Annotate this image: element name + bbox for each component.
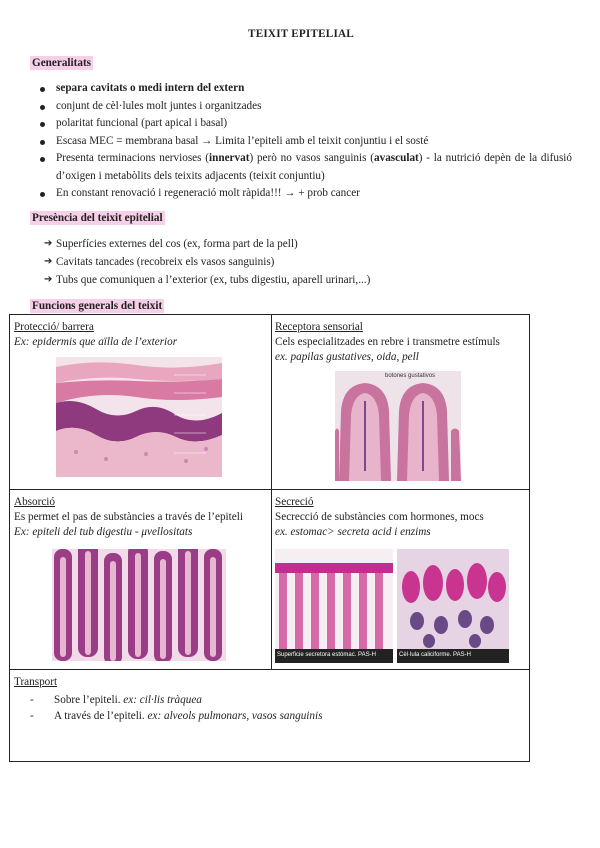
cell-description: Cels especialitzades en rebre i transmetre estímuls xyxy=(275,336,500,348)
cell-title: Protecció/ barrera xyxy=(14,321,94,333)
villi-micrograph xyxy=(52,549,226,661)
list-item: conjunt de cèl·lules molt juntes i organitzades xyxy=(30,98,572,116)
goblet-cell-micrograph xyxy=(397,549,509,663)
cell-description: Es permet el pas de substàncies a través de l’epiteli xyxy=(14,511,243,523)
arrow-icon: ➔ xyxy=(44,273,53,285)
cell-title: Transport xyxy=(14,676,58,688)
list-item: ➔ Tubs que comuniquen a l’exterior (ex, tubs digestiu, aparell urinari,...) xyxy=(30,271,572,289)
stomach-micrograph xyxy=(275,549,393,663)
functions-table xyxy=(9,314,530,762)
image-label: Cèl·lula caliciforme. PAS-H xyxy=(399,652,471,658)
arrow-icon: ➔ xyxy=(44,255,53,267)
list-item: - A través de l’epiteli. ex: alveols pulmonars, vasos sanguinis xyxy=(14,708,526,724)
document-title: TEIXIT EPITELIAL xyxy=(248,28,354,40)
cell-proteccio xyxy=(10,315,271,489)
list-item: Escasa MEC = membrana basal → Limita l’epiteli amb el teixit conjuntiu i el sosté xyxy=(30,133,572,151)
epidermis-micrograph xyxy=(56,357,222,477)
cell-transport xyxy=(10,670,530,762)
list-item: - Sobre l’epiteli. ex: cil·lis tràquea xyxy=(14,692,526,708)
arrow-icon: ➔ xyxy=(44,237,53,249)
cell-secrecio xyxy=(271,490,530,669)
transport-list xyxy=(14,692,526,724)
document-page xyxy=(30,28,572,323)
list-item: separa cavitats o medi intern del extern xyxy=(30,80,572,98)
list-item: En constant renovació i regeneració molt ràpida!!! → + prob cancer xyxy=(30,185,572,203)
cell-title: Secreció xyxy=(275,496,314,508)
section-heading-generalitats: Generalitats xyxy=(32,57,92,69)
list-item: ➔ Superfícies externes del cos (ex, forma part de la pell) xyxy=(30,235,572,253)
section-heading-presencia: Presència del teixit epitelial xyxy=(32,211,163,224)
papilla-micrograph xyxy=(335,371,461,481)
list-item: Presenta terminacions nervioses (innervat) però no vasos sanguinis (avasculat) - la nutrició depèn de la difusió d’oxigen i metabòlits dels teixits adjacents (teixit conjuntiu) xyxy=(30,150,572,185)
list-item: ➔ Cavitats tancades (recobreix els vasos sanguinis) xyxy=(30,253,572,271)
cell-title: Absorció xyxy=(14,496,56,508)
cell-example: Ex: epiteli del tub digestiu - μvellositats xyxy=(14,526,193,538)
cell-absorcio xyxy=(10,490,271,669)
generalitats-list xyxy=(30,80,572,203)
cell-example: Ex: epidermis que aïlla de l’exterior xyxy=(14,336,178,348)
section-heading-funcions: Funcions generals del teixit xyxy=(32,299,163,312)
list-item: polaritat funcional (part apical i basal) xyxy=(30,115,572,133)
cell-receptora xyxy=(271,315,530,489)
presencia-list xyxy=(30,235,572,289)
image-label: Superficie secretora estómac. PAS-H xyxy=(277,652,376,658)
cell-example: ex. estomac> secreta acid i enzims xyxy=(275,526,431,538)
image-label: botones gustativos xyxy=(385,373,436,379)
cell-title: Receptora sensorial xyxy=(275,321,363,333)
cell-example: ex. papilas gustatives, oida, pell xyxy=(275,351,419,363)
cell-description: Secrecció de substàncies com hormones, mocs xyxy=(275,511,484,523)
